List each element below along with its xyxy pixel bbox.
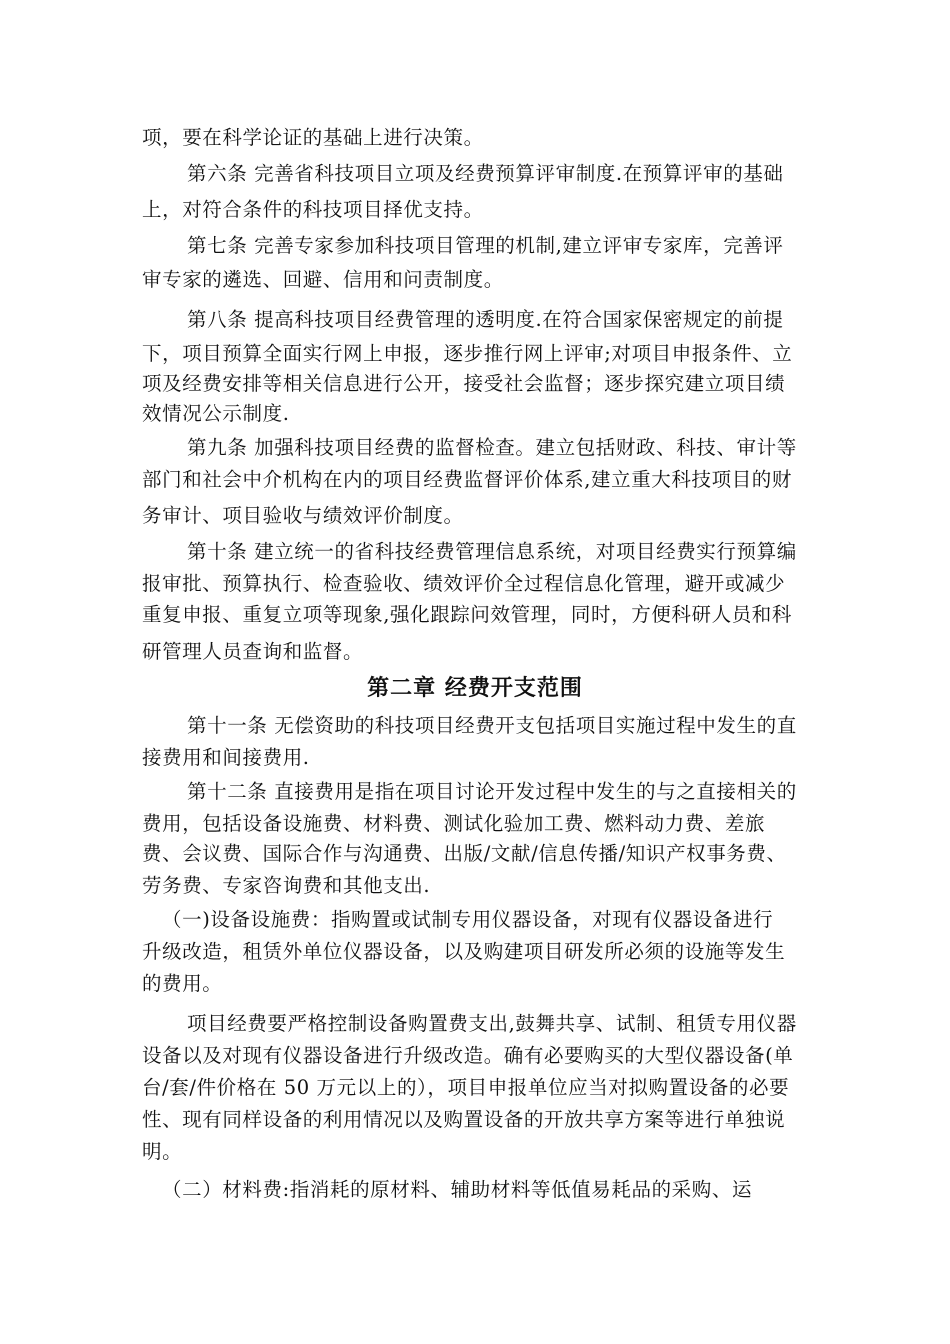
article-9-line-1: 第九条 加强科技项目经费的监督检查。建立包括财政、科技、审计等 [187,436,797,459]
chapter-heading: 第二章 经费开支范围 [367,676,583,701]
text-line: 报审批、预算执行、检查验收、绩效评价全过程信息化管理，避开或减少 [142,572,786,595]
text-line: 研管理人员查询和监督。 [142,640,364,663]
article-10-line-1: 第十条 建立统一的省科技经费管理信息系统，对项目经费实行预算编 [187,540,797,563]
text-line: 费、会议费、国际合作与沟通费、出版/文献/信息传播/知识产权事务费、 [142,842,787,865]
text-line: 部门和社会中介机构在内的项目经费监督评价体系,建立重大科技项目的财 [142,468,792,491]
article-12-line-1: 第十二条 直接费用是指在项目讨论开发过程中发生的与之直接相关的 [187,780,797,803]
text-line: 设备以及对现有仪器设备进行升级改造。确有必要购买的大型仪器设备(单 [142,1044,794,1067]
text-line: 明。 [142,1140,183,1163]
text-line: 审专家的遴选、回避、信用和问责制度。 [142,268,504,291]
article-7-line-1: 第七条 完善专家参加科技项目管理的机制,建立评审专家库，完善评 [187,234,784,257]
text-line: 接费用和间接费用. [142,746,310,769]
text-line: 项，要在科学论证的基础上进行决策。 [142,126,484,149]
article-8-line-1: 第八条 提高科技项目经费管理的透明度.在符合国家保密规定的前提 [187,308,784,331]
text-line: 性、现有同样设备的利用情况以及购置设备的开放共享方案等进行单独说 [142,1108,786,1131]
text-line: 升级改造，租赁外单位仪器设备，以及购建项目研发所必须的设施等发生 [142,940,786,963]
text-line: 务审计、项目验收与绩效评价制度。 [142,504,464,527]
text-line: 费用，包括设备设施费、材料费、测试化验加工费、燃料动力费、差旅 [142,812,766,835]
text-line: 的费用。 [142,972,223,995]
article-11-line-1: 第十一条 无偿资助的科技项目经费开支包括项目实施过程中发生的直 [187,714,797,737]
equipment-paragraph-line-1: 项目经费要严格控制设备购置费支出,鼓舞共享、试制、租赁专用仪器 [187,1012,797,1035]
article-6-line-1: 第六条 完善省科技项目立项及经费预算评审制度.在预算评审的基础 [187,162,784,185]
text-line: 上，对符合条件的科技项目择优支持。 [142,198,484,221]
item-1-line-1: （一)设备设施费：指购置或试制专用仪器设备，对现有仪器设备进行 [162,908,774,931]
text-line: 重复申报、重复立项等现象,强化跟踪问效管理，同时，方便科研人员和科 [142,603,792,626]
text-line: 劳务费、专家咨询费和其他支出. [142,874,431,897]
text-line: 下，项目预算全面实行网上申报，逐步推行网上评审;对项目申报条件、立 [142,342,793,365]
text-line: 效情况公示制度. [142,402,290,425]
text-line: 台/套/件价格在 50 万元以上的），项目申报单位应当对拟购置设备的必要 [142,1076,790,1099]
item-2-line-1: （二）材料费:指消耗的原材料、辅助材料等低值易耗品的采购、运 [162,1178,753,1201]
text-line: 项及经费安排等相关信息进行公开，接受社会监督；逐步探究建立项目绩 [142,372,786,395]
